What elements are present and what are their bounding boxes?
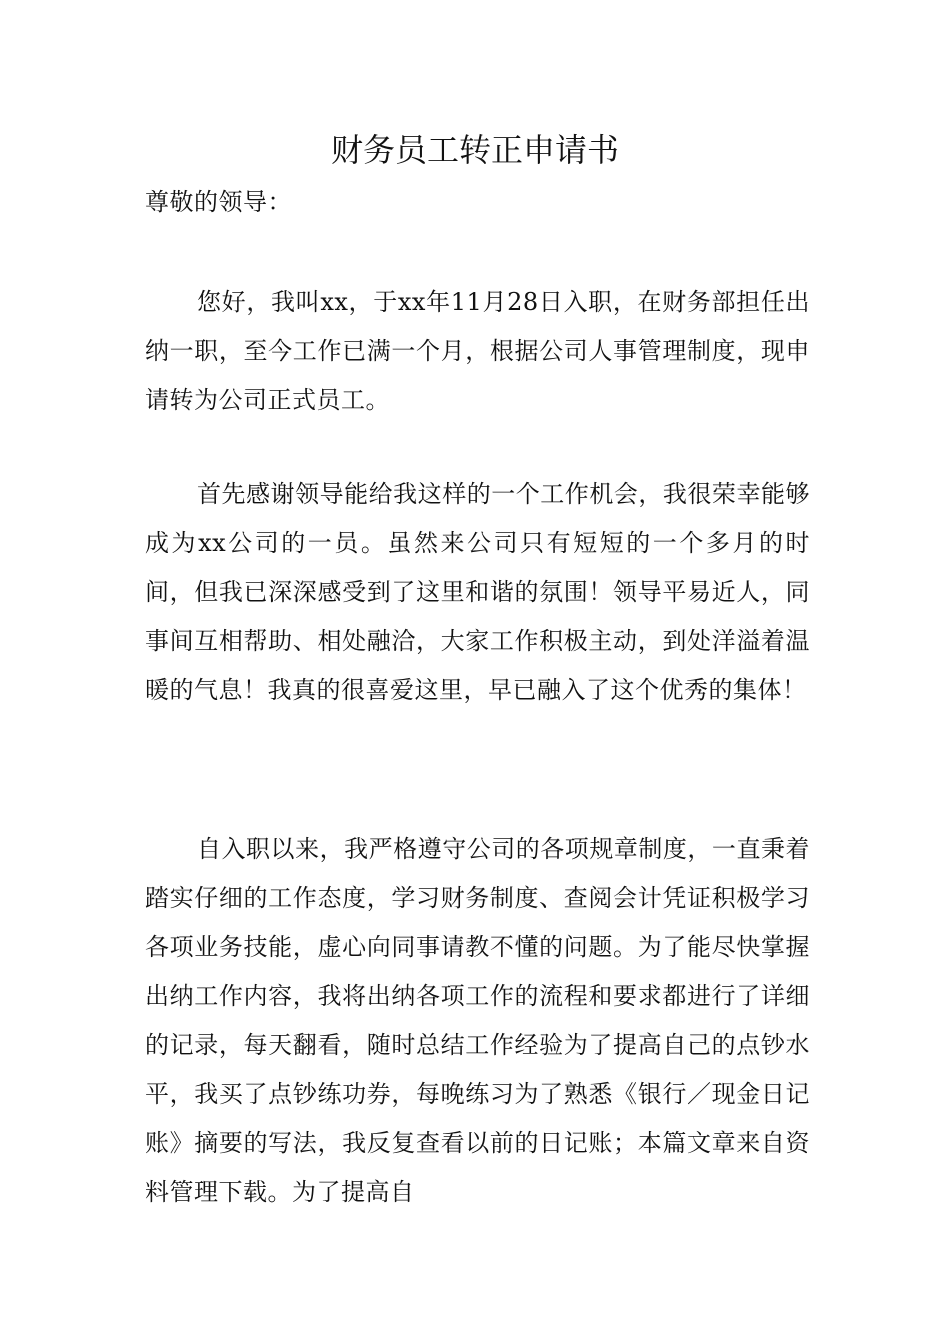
paragraph-2: 首先感谢领导能给我这样的一个工作机会，我很荣幸能够成为xx公司的一员。虽然来公司只有短短的一个多月的时间，但我已深深感受到了这里和谐的氛围！领导平易近人，同事间互相帮助、相处融洽，大家工作积极主动，到处洋溢着温暖的气息！我真的很喜爱这里，早已融入了这个优秀的集体！ (145, 480, 810, 704)
salutation: 尊敬的领导： (145, 188, 292, 216)
paragraph-3: 自入职以来，我严格遵守公司的各项规章制度，一直秉着踏实仔细的工作态度，学习财务制度、查阅会计凭证积极学习各项业务技能，虚心向同事请教不懂的问题。为了能尽快掌握出纳工作内容，我将出纳各项工作的流程和要求都进行了详细的记录，每天翻看，随时总结工作经验为了提高自己的点钞水平，我买了点钞练功券，每晚练习为了熟悉《银行／现金日记账》摘要的写法，我反复查看以前的日记账；本篇文章来自资料管理下载。为了提高自 (145, 835, 810, 1206)
document-title: 财务员工转正申请书 (330, 131, 619, 169)
paragraph-1: 您好，我叫xx，于xx年11月28日入职，在财务部担任出纳一职，至今工作已满一个月，根据公司人事管理制度，现申请转为公司正式员工。 (145, 288, 810, 414)
